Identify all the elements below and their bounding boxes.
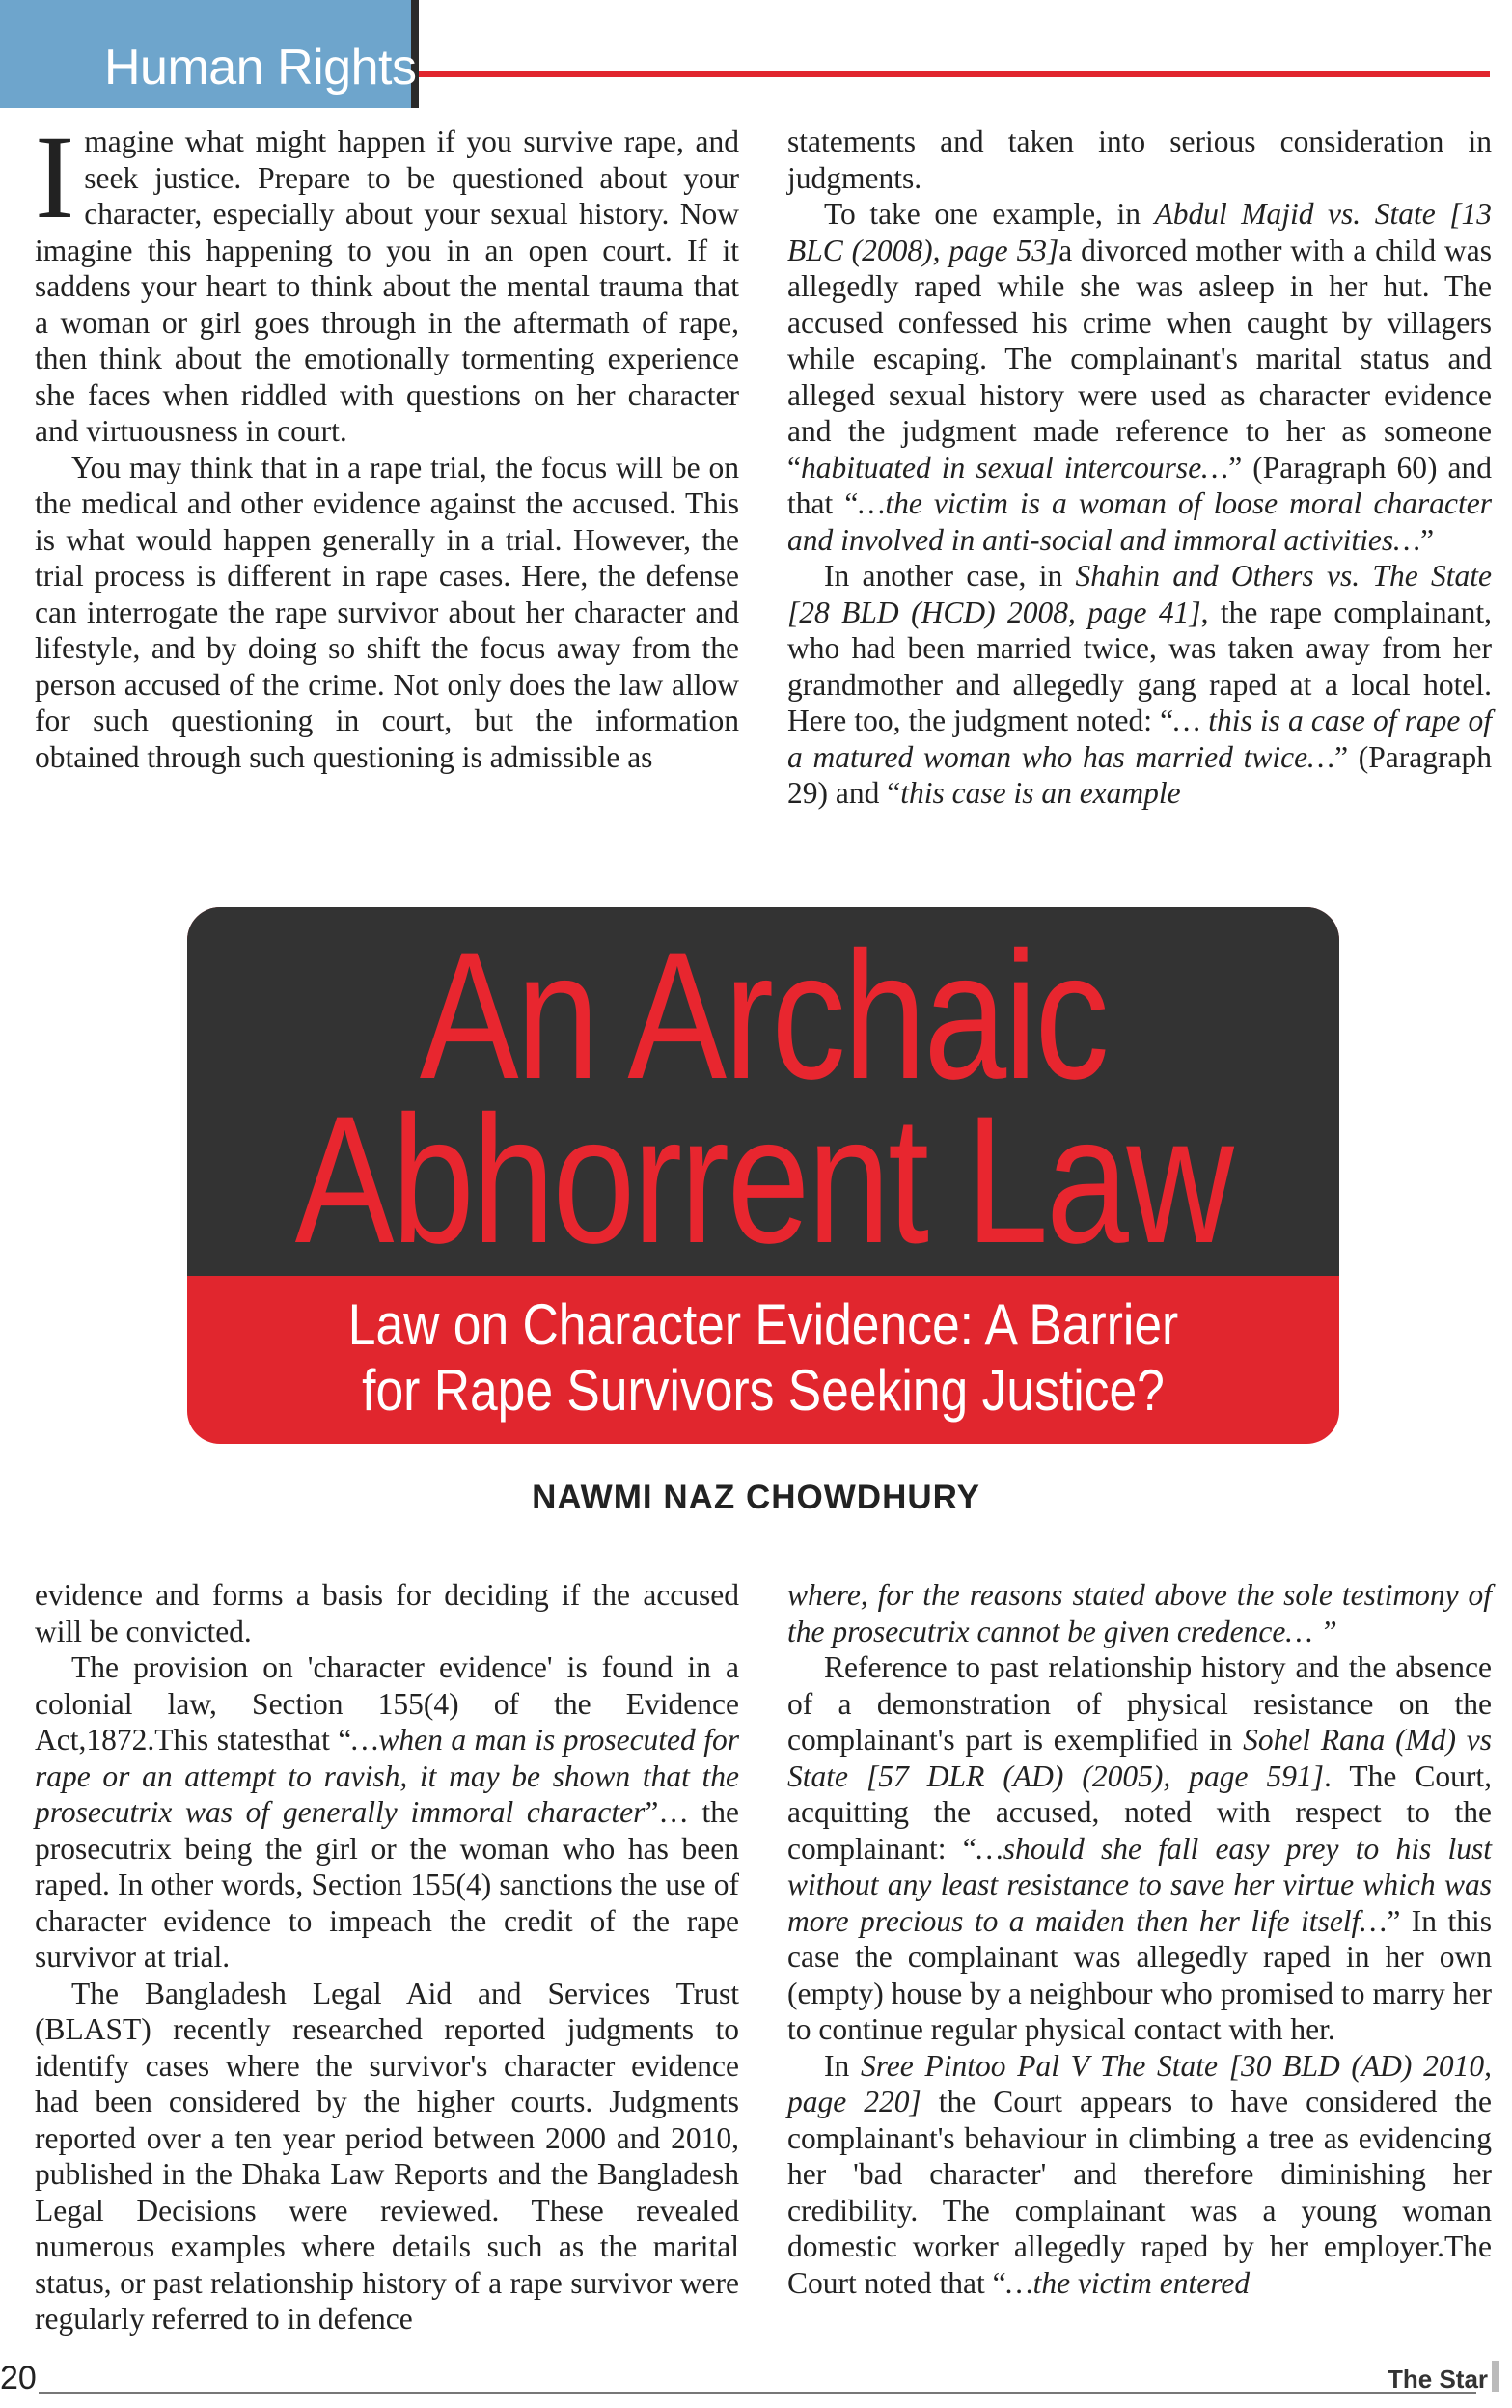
text-run: ” (Paragraph 29) and “ <box>787 739 1492 810</box>
case-citation: Sohel Rana (Md) vs State [57 DLR (AD) (2005), page 591] <box>787 1723 1492 1793</box>
paragraph <box>787 196 1492 558</box>
paragraph: The Bangladesh Legal Aid and Services Trust (BLAST) recently researched reported judgments to identify cases where the survivor's character evidence had been considered by the higher courts. Judgments reported over a ten year period between 2000 and 2010, published in the Dhaka Law Reports and the Bangladesh Legal Decisions were reviewed. These revealed numerous examples where details such as the marital status, or past relationship history of a rape survivor were regularly referred to in defence <box>35 1976 739 2336</box>
text-run: , the rape complainant, who had been married twice, was taken away from her grandmother and allegedly gang raped at a local hotel. Here too, the judgment noted: “ <box>787 595 1492 737</box>
quote: …the victim entered <box>1005 2265 1251 2300</box>
quote: …the victim is a woman of loose moral character and involved in anti-social and immoral activities… <box>787 486 1492 557</box>
text-run: . The Court, acquitting the accused, noted with respect to the complainant: “ <box>787 1758 1492 1866</box>
headline-line-1: An Archaic <box>419 914 1108 1117</box>
text-run: ” In this case the complainant was allegedly raped in her own (empty) house by a neighbour who promised to marry her to continue regular physical contact with her. <box>787 1903 1492 2046</box>
article-column-top-right <box>787 124 1492 812</box>
section-title: Human Rights <box>104 40 417 96</box>
text-run: ”… the prosecutrix being the girl or the woman who has been raped. In other words, Section 155(4) sanctions the use of character evidence to impeach the credit of the rape survivor at trial. <box>35 1795 739 1974</box>
paragraph <box>35 111 739 450</box>
paragraph <box>35 1649 739 1976</box>
title-panel <box>187 907 1339 1444</box>
quote: this case is an example <box>900 776 1181 810</box>
drop-cap: I <box>35 111 75 243</box>
text-run: Reference to past relationship history and the absence of a demonstration of physical resistance on the complainant's part is exemplified in <box>787 1650 1492 1757</box>
text-run: ” <box>1420 522 1435 557</box>
quote: …when a man is prosecuted for rape or an attempt to ravish, it may be shown that the prosecutrix was of generally immoral character <box>35 1723 740 1829</box>
subheadline-line-1: Law on Character Evidence: A Barrier <box>347 1292 1179 1357</box>
text-run: The provision on 'character evidence' is found in a colonial law, Section 155(4) of the Evidence Act,1872.This statesthat “ <box>35 1650 739 1757</box>
article-column-top-left <box>35 111 739 775</box>
quote: … this is a case of rape of a matured woman who has married twice… <box>787 704 1493 774</box>
text-run: the Court appears to have considered the complainant's behaviour in climbing a tree as evidencing her 'bad character' and therefore diminishing her credibility. The complainant was a young woman domestic worker allegedly raped by her employer.The Court noted that “ <box>787 2085 1492 2300</box>
paragraph <box>787 1577 1492 1649</box>
text-run: To take one example, in <box>824 197 1155 231</box>
subheadline-line-2: for Rape Survivors Seeking Justice? <box>362 1358 1165 1423</box>
text-run: ” (Paragraph 60) and that “ <box>787 450 1492 520</box>
paragraph <box>787 558 1492 812</box>
byline: NAWMI NAZ CHOWDHURY <box>532 1479 980 1516</box>
article-column-bottom-left <box>35 1577 739 2338</box>
page-number: 20 <box>0 2360 37 2396</box>
headline-line-2: Abhorrent Law <box>294 1078 1232 1281</box>
publication-name: The Star <box>1388 2365 1489 2394</box>
text-run: a divorced mother with a child was allegedly raped while she was asleep in her hut. The accused confessed his crime when caught by villagers while escaping. The complainant's marital status and alleged sexual history were used as character evidence and the judgment made reference to her as someone “ <box>787 233 1492 484</box>
case-citation: Shahin and Others vs. The State [28 BLD (HCD) 2008, page 41] <box>787 559 1492 629</box>
case-citation: Sree Pintoo Pal V The State [30 BLD (AD) 2010, page 220] <box>787 2048 1492 2118</box>
paragraph-text: magine what might happen if you survive rape, and seek justice. Prepare to be questioned about your character, especially about your sexual history. Now imagine this happening to you in an open court. If it saddens your heart to think about the mental trauma that a woman or girl goes through in the aftermath of rape, then think about the emotionally tormenting experience she faces when riddled with questions on her character and virtuousness in court. <box>35 125 739 448</box>
case-citation: Abdul Majid vs. State [13 BLC (2008), page 53] <box>787 197 1492 267</box>
quote: habituated in sexual intercourse… <box>800 450 1229 484</box>
paragraph: You may think that in a rape trial, the focus will be on the medical and other evidence against the accused. This is what would happen generally in a trial. However, the trial process is different in rape cases. Here, the defense can interrogate the rape survivor about her character and lifestyle, and by doing so shift the focus away from the person accused of the crime. Not only does the law allow for such questioning in court, but the information obtained through such questioning is admissible as <box>35 450 739 774</box>
paragraph: statements and taken into serious consideration in judgments. <box>787 125 1492 195</box>
footer-mark <box>1492 2361 1499 2392</box>
text-run: In <box>824 2048 861 2083</box>
paragraph: evidence and forms a basis for deciding if the accused will be convicted. <box>35 1578 739 1648</box>
paragraph <box>787 2048 1492 2302</box>
article-column-bottom-right <box>787 1577 1492 2301</box>
quote: where, for the reasons stated above the sole testimony of the prosecutrix cannot be given credence… ” <box>787 1578 1492 1648</box>
footer-rule <box>39 2392 1476 2394</box>
paragraph <box>787 1649 1492 2048</box>
text-run: In another case, in <box>824 559 1076 593</box>
header-rule <box>419 71 1490 77</box>
quote: …should she fall easy prey to his lust without any least resistance to save her virtue which was more precious to a maiden then her life itself… <box>787 1831 1492 1938</box>
